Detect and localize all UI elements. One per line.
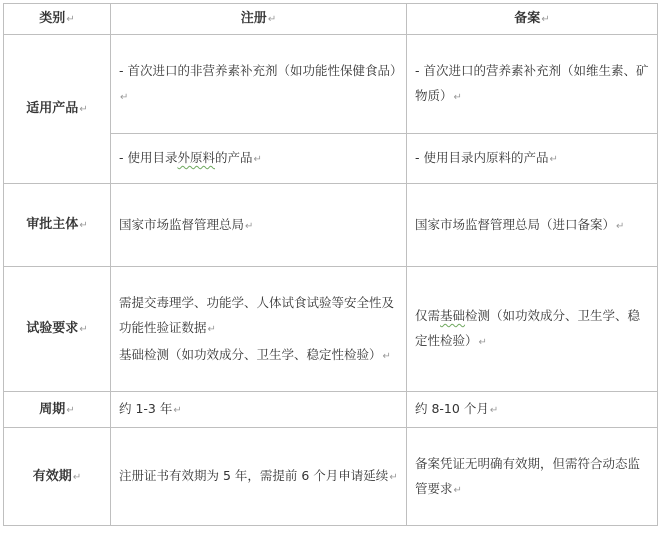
cell-authority-filing: 国家市场监督管理总局（进口备案）↵ xyxy=(407,184,658,267)
label-validity: 有效期↵ xyxy=(4,428,111,526)
cell-testing-filing: 仅需基础检测（如功效成分、卫生学、稳定性检验）↵ xyxy=(407,267,658,392)
label-period: 周期↵ xyxy=(4,392,111,428)
cell-validity-register: 注册证书有效期为 5 年，需提前 6 个月申请延续↵ xyxy=(111,428,407,526)
cell-testing-register: 需提交毒理学、功能学、人体试食试验等安全性及功能性验证数据↵ 基础检测（如功效成分、卫生学、稳定性检验）↵ xyxy=(111,267,407,392)
header-category: 类别↵ xyxy=(4,4,111,35)
cell-products-filing-1: - 首次进口的营养素补充剂（如维生素、矿物质）↵ xyxy=(407,35,658,134)
cell-products-register-2: - 使用目录外原料的产品↵ xyxy=(111,134,407,184)
cell-period-filing: 约 8-10 个月↵ xyxy=(407,392,658,428)
header-row xyxy=(4,4,658,35)
cell-authority-register: 国家市场监督管理总局↵ xyxy=(111,184,407,267)
header-filing: 备案↵ xyxy=(407,4,658,35)
cell-products-register-1: - 首次进口的非营养素补充剂（如功能性保健食品）↵ xyxy=(111,35,407,134)
comparison-table xyxy=(3,3,658,526)
table-row-products-1 xyxy=(4,35,658,134)
label-products: 适用产品↵ xyxy=(4,35,111,184)
table-row-authority xyxy=(4,184,658,267)
table-row-validity xyxy=(4,428,658,526)
table-row-period xyxy=(4,392,658,428)
table-row-testing xyxy=(4,267,658,392)
label-authority: 审批主体↵ xyxy=(4,184,111,267)
cell-products-filing-2: - 使用目录内原料的产品↵ xyxy=(407,134,658,184)
cell-period-register: 约 1-3 年↵ xyxy=(111,392,407,428)
label-testing: 试验要求↵ xyxy=(4,267,111,392)
cell-validity-filing: 备案凭证无明确有效期，但需符合动态监管要求↵ xyxy=(407,428,658,526)
header-register: 注册↵ xyxy=(111,4,407,35)
